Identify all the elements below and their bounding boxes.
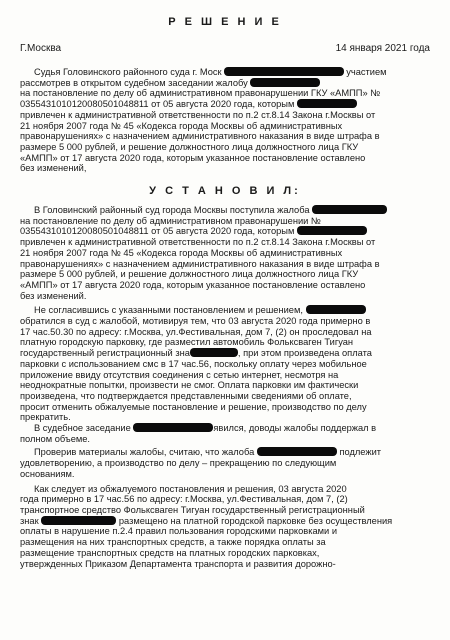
intro-paragraph: [20, 67, 435, 174]
body-line: 21 ноября 2007 года № 45 «Кодекса города Москвы об административных: [20, 247, 343, 258]
body-line: оплаты в нарушение п.2.4 правил пользования городскими парковками и: [20, 526, 338, 537]
body-line: парковки с использованием смс в 17 час.56, поскольку оплату через мобильное: [20, 358, 367, 369]
body-line: просит отменить обжалуемые постановление и решение, производство по делу: [20, 401, 367, 412]
body-line: удовлетворению, а производство по делу – прекращению по следующим: [20, 458, 337, 469]
body-line: размещение транспортных средств на платных городских парковках,: [20, 547, 320, 558]
redaction: [190, 348, 238, 357]
body-line: транспортное средство Фольксваген Тигуан государственный регистрационный: [20, 504, 365, 515]
intro-line: привлечен к административной ответственности по п.2 ст.8.14 Закона г.Москвы от: [20, 109, 376, 120]
body-line: привлечен к административной ответственности по п.2 ст.8.14 Закона г.Москвы от: [20, 237, 376, 248]
body-line-32: знак размещено на платной городской парковке без осуществления: [20, 515, 393, 526]
redaction: [41, 516, 116, 525]
body-line: приложение ввиду отсутствия соединения с сетью интернет, несмотря на: [20, 369, 339, 380]
redaction: [250, 78, 320, 87]
intro-line: 21 ноября 2007 года № 45 «Кодекса города Москвы об административных: [20, 120, 343, 131]
section-title: У С Т А Н О В И Л:: [149, 185, 301, 197]
body-line-25: Проверив материалы жалобы, считаю, что жалоба подлежит: [34, 447, 382, 458]
intro-line-1: Судья Головинского районного суда г. Моск участием: [34, 67, 387, 77]
body-line-10: Не согласившись с указанными постановлением и решением,: [20, 305, 435, 316]
redaction: [133, 423, 213, 432]
body-line-22: В судебное заседание явился, доводы жалобы поддержал в: [34, 423, 377, 434]
body-line: неоднократные попытки, произвести не смог. Оплата парковки им фактически: [20, 380, 359, 391]
redaction: [306, 305, 366, 314]
redaction: [297, 226, 367, 235]
body-text: [20, 205, 435, 569]
redaction: [297, 99, 357, 108]
intro-line: без изменений,: [20, 163, 87, 174]
body-line-3: 0355431010120080501048811 от 05 августа 2020 года, которым: [20, 226, 435, 237]
body-line: произведена, что подтверждается представленными сведениями об оплате,: [20, 390, 352, 401]
redaction: [224, 67, 344, 76]
body-line: на постановление по делу об административном правонарушении №: [20, 215, 321, 226]
body-line: правонарушениях» с назначением административного наказания в виде штрафа в: [20, 258, 380, 269]
body-line: платную городскую парковку, где разместил автомобиль Фольксваген Тигуан: [20, 337, 354, 348]
body-line: размещения на них транспортных средств, а также порядка оплаты за: [20, 537, 326, 548]
body-line: «АМПП» от 17 августа 2020 года, которым указанное постановление оставлено: [20, 279, 366, 290]
intro-line: «АМПП» от 17 августа 2020 года, которым указанное постановление оставлено: [20, 152, 366, 163]
body-line: основаниям.: [20, 468, 75, 479]
body-line: обратился в суд с жалобой, мотивируя тем, что 03 августа 2020 года примерно в: [20, 316, 371, 327]
body-line: 17 час.50.30 по адресу: г.Москва, ул.Фестивальная, дом 7, (2) он проследовал на: [20, 326, 372, 337]
body-line-14: государственный регистрационный зна , при этом произведена оплата: [20, 348, 372, 359]
body-line-1: В Головинский районный суд города Москвы поступила жалоба: [20, 205, 435, 216]
intro-line: правонарушениях» с назначением административного наказания в виде штрафа в: [20, 131, 380, 142]
body-line: Как следует из обжалуемого постановления и решения, 03 августа 2020: [34, 483, 347, 494]
intro-line-4: 0355431010120080501048811 от 05 августа 2020 года, которым: [20, 99, 435, 110]
body-line: размере 5 000 рублей, и решение должностного лица должностного лица ГКУ: [20, 269, 359, 280]
redaction: [312, 205, 387, 214]
body-line: года примерно в 17 час.56 по адресу: г.Москва, ул.Фестивальная, дом 7, (2): [20, 494, 348, 505]
city: Г.Москва: [20, 43, 62, 54]
intro-line: размере 5 000 рублей, и решение должностного лица должностного лица ГКУ: [20, 141, 359, 152]
date: 14 января 2021 года: [335, 43, 430, 54]
redaction: [257, 447, 337, 456]
document-title: Р Е Ш Е Н И Е: [168, 16, 282, 28]
body-line: полном объеме.: [20, 433, 91, 444]
intro-line: на постановление по делу об административном правонарушении ГКУ «АМПП» №: [20, 88, 381, 99]
body-line: утвержденных Приказом Департамента транспорта и развития дорожно-: [20, 558, 336, 569]
body-line: прекратить.: [20, 412, 71, 423]
intro-line-2: рассмотрев в открытом судебном заседании жалобу: [20, 78, 435, 89]
body-line: без изменений.: [20, 290, 87, 301]
